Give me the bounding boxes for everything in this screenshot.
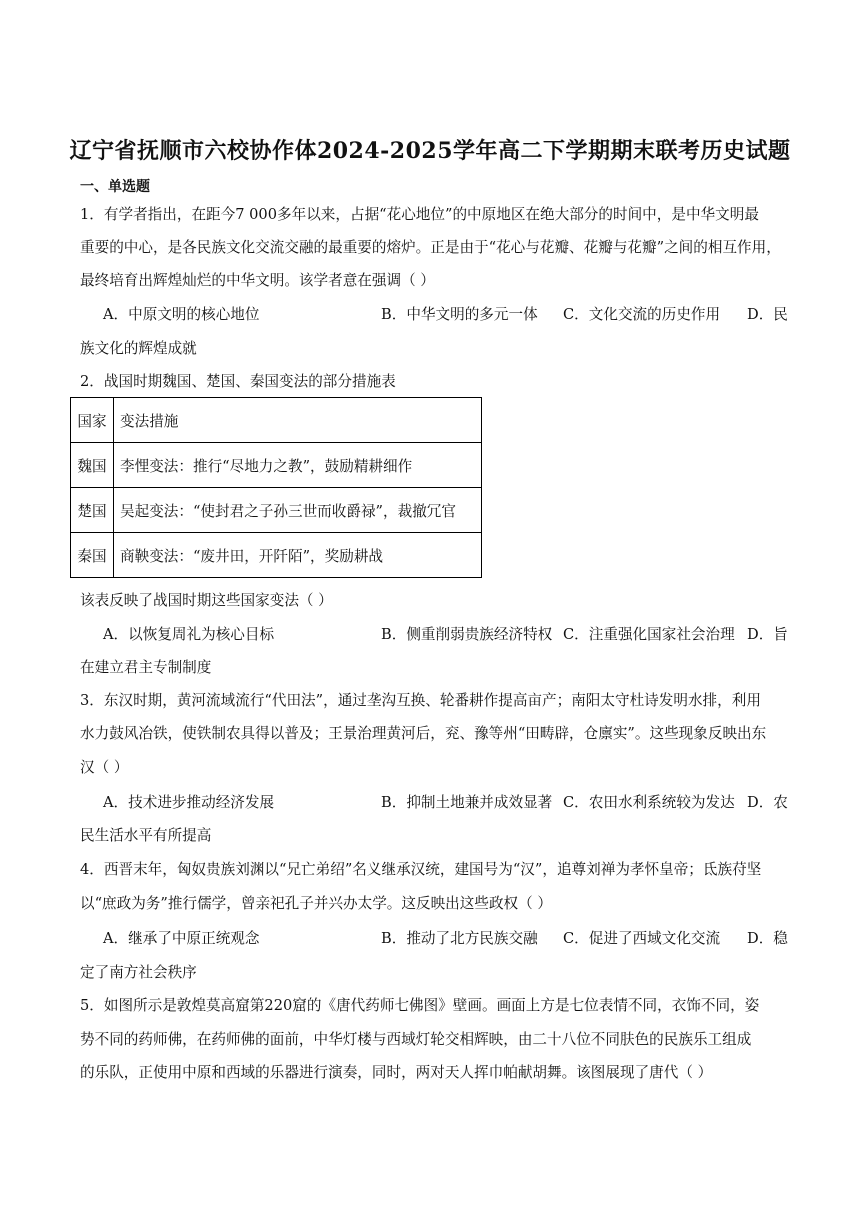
q4-option-a: A．继承了中原正统观念 [103, 930, 260, 947]
q4-option-d-cont: 定了南方社会秩序 [80, 964, 197, 981]
q3-line-1: 3．东汉时期，黄河流域流行“代田法”，通过垄沟互换、轮番耕作提高亩产；南阳太守杜诗发明水排，利用 [80, 692, 761, 709]
q2-option-a: A．以恢复周礼为核心目标 [103, 626, 275, 643]
q3-option-d: D．农 [747, 794, 788, 811]
q2-stem: 2．战国时期魏国、楚国、秦国变法的部分措施表 [80, 373, 396, 390]
table-row [71, 443, 482, 488]
q1-line-2: 重要的中心，是各民族文化交流交融的最重要的熔炉。正是由于“花心与花瓣、花瓣与花瓣”之间的相互作用， [80, 239, 781, 256]
exam-title: 辽宁省抚顺市六校协作体2024-2025学年高二下学期期末联考历史试题 [69, 138, 791, 164]
table-header-row [71, 398, 482, 443]
q1-line-3: 最终培育出辉煌灿烂的中华文明。该学者意在强调（ ） [80, 272, 435, 289]
q3-option-d-cont: 民生活水平有所提高 [80, 827, 212, 844]
q1-line-1: 1．有学者指出，在距今7 000多年以来，占据“花心地位”的中原地区在绝大部分的时间中，是中华文明最 [80, 206, 759, 223]
q1-option-d-cont: 族文化的辉煌成就 [80, 340, 197, 357]
q2-option-d-cont: 在建立君主专制制度 [80, 659, 212, 676]
table-header-cell: 国家 [71, 398, 114, 443]
q3-line-2: 水力鼓风冶铁，使铁制农具得以普及；王景治理黄河后，兖、豫等州“田畴辟，仓廪实”。这些现象反映出东 [80, 725, 767, 742]
q2-option-c: C．注重强化国家社会治理 [563, 626, 735, 643]
table-row [71, 488, 482, 533]
table-cell: 魏国 [71, 443, 114, 488]
q2-option-b: B．侧重削弱贵族经济特权 [381, 626, 553, 643]
q5-line-3: 的乐队，正使用中原和西域的乐器进行演奏，同时，两对天人挥巾帕献胡舞。该图展现了唐代（ ） [80, 1064, 713, 1081]
table-cell: 吴起变法：“使封君之子孙三世而收爵禄”，裁撤冗官 [114, 488, 482, 533]
q2-option-d: D．旨 [747, 626, 788, 643]
q1-option-c: C．文化交流的历史作用 [563, 306, 721, 323]
section-heading: 一、单选题 [80, 179, 150, 195]
q1-option-d: D．民 [747, 306, 788, 323]
q1-option-b: B．中华文明的多元一体 [381, 306, 538, 323]
q3-option-b: B．抑制土地兼并成效显著 [381, 794, 553, 811]
table-cell: 楚国 [71, 488, 114, 533]
q4-option-d: D．稳 [747, 930, 788, 947]
table-header-cell: 变法措施 [114, 398, 482, 443]
q2-question: 该表反映了战国时期这些国家变法（ ） [80, 592, 333, 609]
q3-line-3: 汉（ ） [80, 759, 129, 776]
table-cell: 李悝变法：推行“尽地力之教”，鼓励精耕细作 [114, 443, 482, 488]
table-row [71, 533, 482, 578]
q5-line-1: 5．如图所示是敦煌莫高窟第220窟的《唐代药师七佛图》壁画。画面上方是七位表情不同，衣饰不同，姿 [80, 997, 760, 1014]
q3-option-a: A．技术进步推动经济发展 [103, 794, 275, 811]
table-cell: 秦国 [71, 533, 114, 578]
q4-line-1: 4．西晋末年，匈奴贵族刘渊以“兄亡弟绍”名义继承汉统，建国号为“汉”，追尊刘禅为孝怀皇帝；氐族苻坚 [80, 861, 762, 878]
q4-option-c: C．促进了西域文化交流 [563, 930, 721, 947]
table-cell: 商鞅变法：“废井田，开阡陌”，奖励耕战 [114, 533, 482, 578]
q4-line-2: 以“庶政为务”推行儒学，曾亲祀孔子并兴办太学。这反映出这些政权（ ） [80, 895, 552, 912]
q5-line-2: 势不同的药师佛，在药师佛的面前，中华灯楼与西域灯轮交相辉映，由二十八位不同肤色的民族乐工组成 [80, 1031, 752, 1048]
q4-option-b: B．推动了北方民族交融 [381, 930, 538, 947]
reform-table [70, 397, 482, 578]
q3-option-c: C．农田水利系统较为发达 [563, 794, 735, 811]
q1-option-a: A．中原文明的核心地位 [103, 306, 260, 323]
